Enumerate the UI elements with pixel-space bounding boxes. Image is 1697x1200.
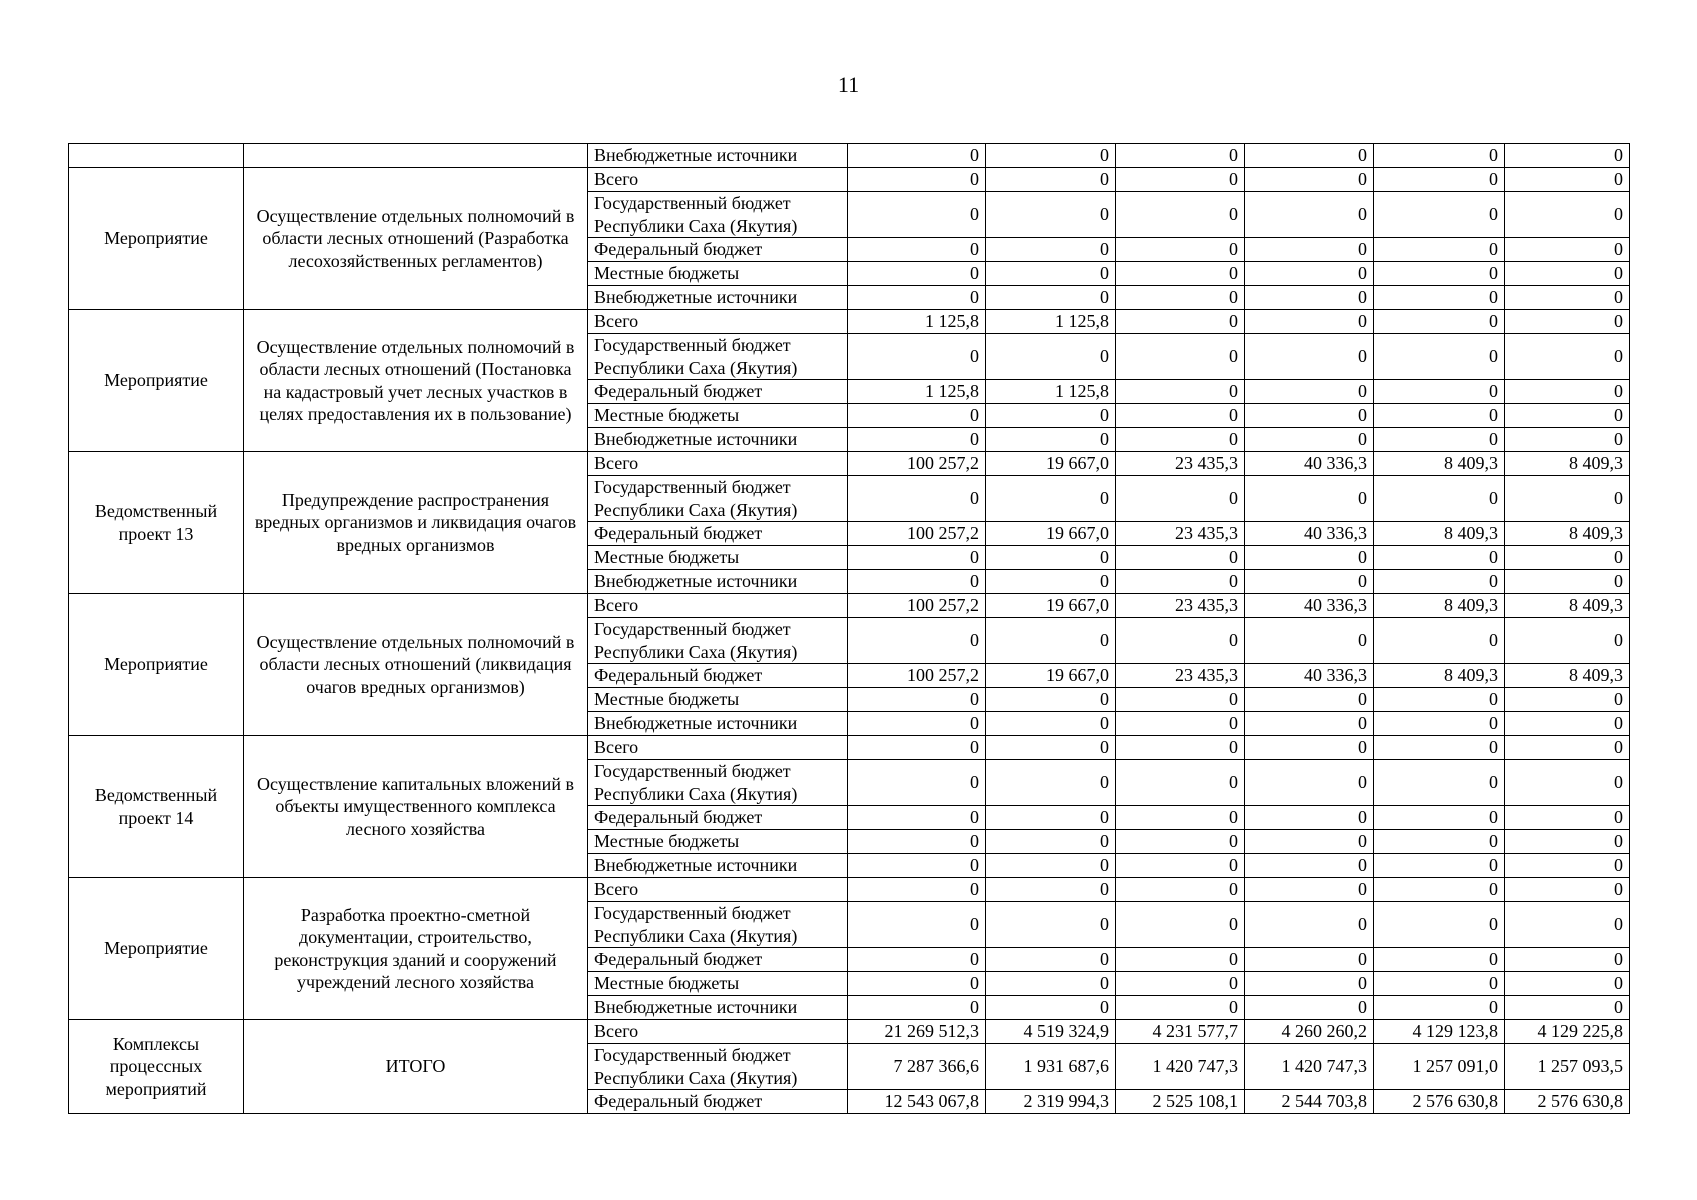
amount-cell: 0 (1245, 570, 1374, 594)
item-name-cell: Осуществление отдельных полномочий в области лесных отношений (ликвидация очагов вредных организмов) (244, 594, 588, 736)
amount-cell: 0 (1374, 948, 1505, 972)
amount-cell: 19 667,0 (986, 522, 1116, 546)
amount-cell: 0 (1374, 854, 1505, 878)
amount-cell: 8 409,3 (1374, 522, 1505, 546)
amount-cell: 0 (848, 902, 986, 948)
amount-cell: 0 (986, 972, 1116, 996)
amount-cell: 0 (1116, 996, 1245, 1020)
amount-cell: 0 (1245, 476, 1374, 522)
amount-cell: 0 (1505, 144, 1630, 168)
amount-cell: 0 (848, 878, 986, 902)
amount-cell: 0 (1505, 688, 1630, 712)
funding-source-cell: Всего (588, 878, 848, 902)
amount-cell: 19 667,0 (986, 452, 1116, 476)
table-row (69, 878, 1630, 902)
funding-source-cell: Всего (588, 594, 848, 618)
table-row (69, 168, 1630, 192)
amount-cell: 0 (1245, 428, 1374, 452)
amount-cell: 0 (1374, 996, 1505, 1020)
amount-cell: 0 (1116, 854, 1245, 878)
amount-cell: 0 (1374, 570, 1505, 594)
amount-cell: 0 (1245, 996, 1374, 1020)
amount-cell: 0 (848, 144, 986, 168)
amount-cell: 0 (848, 972, 986, 996)
amount-cell: 2 576 630,8 (1374, 1090, 1505, 1114)
amount-cell: 100 257,2 (848, 522, 986, 546)
amount-cell: 0 (986, 262, 1116, 286)
funding-source-cell: Всего (588, 736, 848, 760)
funding-source-cell: Государственный бюджет Республики Саха (Якутия) (588, 618, 848, 664)
amount-cell: 0 (1245, 144, 1374, 168)
amount-cell: 8 409,3 (1374, 594, 1505, 618)
amount-cell: 0 (1116, 144, 1245, 168)
amount-cell: 0 (848, 618, 986, 664)
amount-cell: 0 (1374, 428, 1505, 452)
item-name-cell (244, 144, 588, 168)
amount-cell: 0 (986, 546, 1116, 570)
amount-cell: 40 336,3 (1245, 594, 1374, 618)
amount-cell: 0 (848, 334, 986, 380)
amount-cell: 0 (986, 736, 1116, 760)
table-row (69, 736, 1630, 760)
funding-source-cell: Местные бюджеты (588, 830, 848, 854)
amount-cell: 0 (1116, 546, 1245, 570)
amount-cell: 100 257,2 (848, 664, 986, 688)
amount-cell: 0 (1374, 310, 1505, 334)
amount-cell: 0 (1505, 262, 1630, 286)
amount-cell: 1 125,8 (848, 310, 986, 334)
amount-cell: 0 (1245, 830, 1374, 854)
amount-cell: 0 (1245, 736, 1374, 760)
amount-cell: 0 (1374, 404, 1505, 428)
amount-cell: 0 (848, 736, 986, 760)
amount-cell: 0 (1245, 948, 1374, 972)
amount-cell: 0 (986, 760, 1116, 806)
table-row (69, 144, 1630, 168)
amount-cell: 0 (1374, 262, 1505, 286)
amount-cell: 0 (1245, 712, 1374, 736)
amount-cell: 0 (1116, 570, 1245, 594)
amount-cell: 23 435,3 (1116, 664, 1245, 688)
amount-cell: 0 (1245, 878, 1374, 902)
amount-cell: 0 (1374, 760, 1505, 806)
amount-cell: 0 (986, 996, 1116, 1020)
funding-source-cell: Местные бюджеты (588, 972, 848, 996)
amount-cell: 0 (1505, 168, 1630, 192)
amount-cell: 0 (1505, 996, 1630, 1020)
amount-cell: 1 125,8 (986, 310, 1116, 334)
amount-cell: 0 (1374, 238, 1505, 262)
amount-cell: 0 (1374, 168, 1505, 192)
amount-cell: 0 (1505, 428, 1630, 452)
amount-cell: 0 (986, 570, 1116, 594)
amount-cell: 19 667,0 (986, 664, 1116, 688)
amount-cell: 0 (1245, 404, 1374, 428)
item-name-cell: Осуществление отдельных полномочий в области лесных отношений (Постановка на кадастровый учет лесных участков в целях предоставления их в пользование) (244, 310, 588, 452)
funding-source-cell: Федеральный бюджет (588, 1090, 848, 1114)
funding-source-cell: Всего (588, 1020, 848, 1044)
funding-source-cell: Внебюджетные источники (588, 428, 848, 452)
funding-source-cell: Внебюджетные источники (588, 712, 848, 736)
amount-cell: 2 544 703,8 (1245, 1090, 1374, 1114)
item-name-cell: Осуществление капитальных вложений в объекты имущественного комплекса лесного хозяйства (244, 736, 588, 878)
amount-cell: 0 (1116, 168, 1245, 192)
amount-cell: 0 (1374, 192, 1505, 238)
amount-cell: 0 (1116, 404, 1245, 428)
funding-source-cell: Государственный бюджет Республики Саха (Якутия) (588, 476, 848, 522)
amount-cell: 0 (848, 262, 986, 286)
amount-cell: 0 (986, 404, 1116, 428)
amount-cell: 0 (1505, 878, 1630, 902)
amount-cell: 0 (986, 878, 1116, 902)
amount-cell: 0 (848, 192, 986, 238)
amount-cell: 0 (1505, 286, 1630, 310)
amount-cell: 0 (986, 168, 1116, 192)
amount-cell: 0 (1374, 476, 1505, 522)
amount-cell: 4 260 260,2 (1245, 1020, 1374, 1044)
amount-cell: 0 (1505, 334, 1630, 380)
amount-cell: 0 (848, 688, 986, 712)
item-name-cell: Предупреждение распространения вредных организмов и ликвидация очагов вредных организмов (244, 452, 588, 594)
funding-source-cell: Государственный бюджет Республики Саха (Якутия) (588, 1044, 848, 1090)
amount-cell: 0 (1116, 476, 1245, 522)
amount-cell: 40 336,3 (1245, 452, 1374, 476)
amount-cell: 23 435,3 (1116, 594, 1245, 618)
funding-source-cell: Федеральный бюджет (588, 380, 848, 404)
amount-cell: 0 (1374, 688, 1505, 712)
amount-cell: 2 525 108,1 (1116, 1090, 1245, 1114)
amount-cell: 0 (1374, 380, 1505, 404)
page-number: 11 (837, 72, 860, 97)
amount-cell: 8 409,3 (1505, 664, 1630, 688)
amount-cell: 0 (1245, 310, 1374, 334)
amount-cell: 0 (1245, 334, 1374, 380)
amount-cell: 0 (848, 854, 986, 878)
amount-cell: 7 287 366,6 (848, 1044, 986, 1090)
amount-cell: 2 319 994,3 (986, 1090, 1116, 1114)
amount-cell: 0 (1505, 238, 1630, 262)
amount-cell: 12 543 067,8 (848, 1090, 986, 1114)
amount-cell: 0 (1505, 618, 1630, 664)
amount-cell: 0 (1116, 334, 1245, 380)
amount-cell: 0 (986, 476, 1116, 522)
amount-cell: 1 257 091,0 (1374, 1044, 1505, 1090)
amount-cell: 0 (1505, 948, 1630, 972)
amount-cell: 0 (1505, 192, 1630, 238)
amount-cell: 0 (986, 618, 1116, 664)
amount-cell: 0 (1374, 144, 1505, 168)
amount-cell: 0 (1245, 192, 1374, 238)
amount-cell: 0 (986, 712, 1116, 736)
amount-cell: 0 (1505, 570, 1630, 594)
table-row (69, 594, 1630, 618)
amount-cell: 0 (1116, 262, 1245, 286)
amount-cell: 0 (1505, 476, 1630, 522)
amount-cell: 0 (848, 712, 986, 736)
amount-cell: 40 336,3 (1245, 664, 1374, 688)
funding-source-cell: Федеральный бюджет (588, 948, 848, 972)
item-type-cell: Ведомственный проект 14 (69, 736, 244, 878)
amount-cell: 0 (986, 238, 1116, 262)
amount-cell: 0 (1116, 380, 1245, 404)
amount-cell: 0 (848, 286, 986, 310)
funding-source-cell: Государственный бюджет Республики Саха (Якутия) (588, 192, 848, 238)
amount-cell: 0 (1245, 972, 1374, 996)
amount-cell: 100 257,2 (848, 594, 986, 618)
amount-cell: 0 (1116, 878, 1245, 902)
amount-cell: 0 (1116, 902, 1245, 948)
amount-cell: 1 420 747,3 (1116, 1044, 1245, 1090)
amount-cell: 2 576 630,8 (1505, 1090, 1630, 1114)
amount-cell: 0 (1505, 972, 1630, 996)
amount-cell: 0 (1245, 618, 1374, 664)
table-row (69, 452, 1630, 476)
funding-source-cell: Внебюджетные источники (588, 996, 848, 1020)
amount-cell: 0 (1245, 688, 1374, 712)
amount-cell: 0 (848, 238, 986, 262)
amount-cell: 4 129 123,8 (1374, 1020, 1505, 1044)
item-type-cell: Мероприятие (69, 594, 244, 736)
amount-cell: 0 (1505, 806, 1630, 830)
amount-cell: 0 (1116, 760, 1245, 806)
amount-cell: 0 (1374, 736, 1505, 760)
amount-cell: 0 (848, 760, 986, 806)
amount-cell: 0 (986, 286, 1116, 310)
item-type-cell: Ведомственный проект 13 (69, 452, 244, 594)
funding-source-cell: Всего (588, 452, 848, 476)
amount-cell: 0 (1245, 854, 1374, 878)
funding-source-cell: Государственный бюджет Республики Саха (Якутия) (588, 334, 848, 380)
amount-cell: 19 667,0 (986, 594, 1116, 618)
amount-cell: 0 (1116, 428, 1245, 452)
funding-source-cell: Внебюджетные источники (588, 144, 848, 168)
funding-source-cell: Местные бюджеты (588, 546, 848, 570)
amount-cell: 1 257 093,5 (1505, 1044, 1630, 1090)
funding-source-cell: Местные бюджеты (588, 262, 848, 286)
item-type-cell: Мероприятие (69, 878, 244, 1020)
amount-cell: 0 (1505, 310, 1630, 334)
amount-cell: 8 409,3 (1505, 452, 1630, 476)
funding-source-cell: Федеральный бюджет (588, 664, 848, 688)
funding-source-cell: Внебюджетные источники (588, 286, 848, 310)
amount-cell: 0 (1505, 830, 1630, 854)
item-name-cell: Осуществление отдельных полномочий в области лесных отношений (Разработка лесохозяйственных регламентов) (244, 168, 588, 310)
amount-cell: 0 (986, 334, 1116, 380)
amount-cell: 1 125,8 (848, 380, 986, 404)
amount-cell: 0 (1374, 972, 1505, 996)
amount-cell: 0 (986, 428, 1116, 452)
amount-cell: 0 (1116, 712, 1245, 736)
item-name-cell: Разработка проектно-сметной документации, строительство, реконструкция зданий и сооружений учреждений лесного хозяйства (244, 878, 588, 1020)
amount-cell: 0 (1245, 238, 1374, 262)
amount-cell: 0 (848, 830, 986, 854)
amount-cell: 0 (1374, 334, 1505, 380)
amount-cell: 0 (848, 428, 986, 452)
funding-source-cell: Всего (588, 168, 848, 192)
amount-cell: 0 (1505, 736, 1630, 760)
amount-cell: 0 (1116, 972, 1245, 996)
amount-cell: 0 (1245, 546, 1374, 570)
funding-source-cell: Государственный бюджет Республики Саха (Якутия) (588, 760, 848, 806)
item-type-cell (69, 144, 244, 168)
table-row (69, 1020, 1630, 1044)
amount-cell: 0 (1116, 806, 1245, 830)
funding-source-cell: Федеральный бюджет (588, 238, 848, 262)
amount-cell: 40 336,3 (1245, 522, 1374, 546)
amount-cell: 0 (1505, 760, 1630, 806)
amount-cell: 0 (1245, 760, 1374, 806)
amount-cell: 0 (848, 570, 986, 594)
amount-cell: 0 (1116, 310, 1245, 334)
amount-cell: 1 420 747,3 (1245, 1044, 1374, 1090)
amount-cell: 0 (986, 806, 1116, 830)
funding-source-cell: Внебюджетные источники (588, 854, 848, 878)
amount-cell: 0 (986, 854, 1116, 878)
funding-source-cell: Внебюджетные источники (588, 570, 848, 594)
amount-cell: 100 257,2 (848, 452, 986, 476)
amount-cell: 0 (1374, 902, 1505, 948)
amount-cell: 0 (1505, 902, 1630, 948)
amount-cell: 0 (1245, 380, 1374, 404)
funding-source-cell: Федеральный бюджет (588, 522, 848, 546)
amount-cell: 1 125,8 (986, 380, 1116, 404)
amount-cell: 23 435,3 (1116, 522, 1245, 546)
amount-cell: 0 (848, 996, 986, 1020)
item-type-cell: Мероприятие (69, 310, 244, 452)
amount-cell: 0 (848, 546, 986, 570)
amount-cell: 0 (1374, 546, 1505, 570)
amount-cell: 0 (1374, 830, 1505, 854)
amount-cell: 0 (1374, 712, 1505, 736)
amount-cell: 0 (1116, 286, 1245, 310)
amount-cell: 4 129 225,8 (1505, 1020, 1630, 1044)
amount-cell: 0 (1116, 618, 1245, 664)
amount-cell: 0 (1245, 168, 1374, 192)
amount-cell: 0 (1116, 238, 1245, 262)
amount-cell: 0 (1505, 380, 1630, 404)
amount-cell: 0 (986, 192, 1116, 238)
amount-cell: 0 (1374, 806, 1505, 830)
amount-cell: 4 519 324,9 (986, 1020, 1116, 1044)
funding-source-cell: Местные бюджеты (588, 404, 848, 428)
item-type-cell: Комплексы процессных мероприятий (69, 1020, 244, 1114)
item-type-cell: Мероприятие (69, 168, 244, 310)
amount-cell: 0 (1374, 286, 1505, 310)
amount-cell: 1 931 687,6 (986, 1044, 1116, 1090)
amount-cell: 8 409,3 (1505, 522, 1630, 546)
item-name-cell: ИТОГО (244, 1020, 588, 1114)
budget-table (68, 143, 1630, 1114)
amount-cell: 0 (1245, 286, 1374, 310)
amount-cell: 0 (986, 830, 1116, 854)
amount-cell: 8 409,3 (1374, 664, 1505, 688)
amount-cell: 0 (848, 948, 986, 972)
amount-cell: 8 409,3 (1374, 452, 1505, 476)
amount-cell: 0 (1116, 830, 1245, 854)
funding-source-cell: Местные бюджеты (588, 688, 848, 712)
amount-cell: 0 (1245, 902, 1374, 948)
amount-cell: 0 (848, 806, 986, 830)
amount-cell: 4 231 577,7 (1116, 1020, 1245, 1044)
funding-source-cell: Федеральный бюджет (588, 806, 848, 830)
amount-cell: 0 (848, 168, 986, 192)
amount-cell: 0 (848, 404, 986, 428)
amount-cell: 23 435,3 (1116, 452, 1245, 476)
amount-cell: 0 (1116, 736, 1245, 760)
amount-cell: 0 (986, 144, 1116, 168)
amount-cell: 0 (1374, 618, 1505, 664)
amount-cell: 0 (1505, 712, 1630, 736)
amount-cell: 8 409,3 (1505, 594, 1630, 618)
amount-cell: 0 (1116, 688, 1245, 712)
funding-source-cell: Всего (588, 310, 848, 334)
amount-cell: 0 (848, 476, 986, 522)
amount-cell: 0 (986, 902, 1116, 948)
amount-cell: 0 (1245, 806, 1374, 830)
amount-cell: 0 (1505, 546, 1630, 570)
funding-source-cell: Государственный бюджет Республики Саха (Якутия) (588, 902, 848, 948)
amount-cell: 21 269 512,3 (848, 1020, 986, 1044)
amount-cell: 0 (986, 948, 1116, 972)
amount-cell: 0 (1116, 192, 1245, 238)
amount-cell: 0 (1505, 854, 1630, 878)
amount-cell: 0 (986, 688, 1116, 712)
amount-cell: 0 (1245, 262, 1374, 286)
amount-cell: 0 (1374, 878, 1505, 902)
amount-cell: 0 (1116, 948, 1245, 972)
amount-cell: 0 (1505, 404, 1630, 428)
table-row (69, 310, 1630, 334)
